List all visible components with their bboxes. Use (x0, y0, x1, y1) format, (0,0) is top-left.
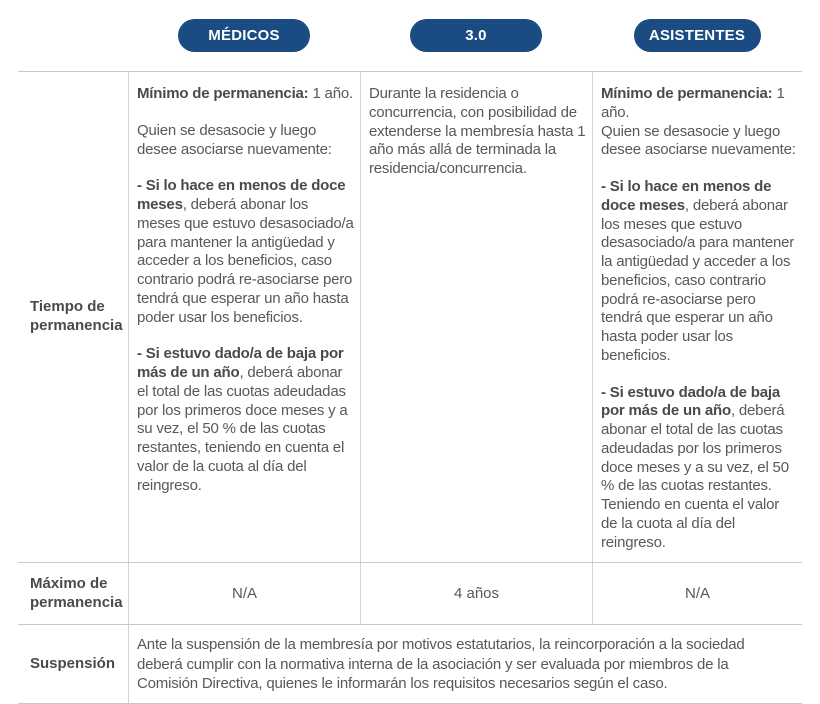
paragraph (137, 345, 354, 495)
paragraph (601, 178, 796, 366)
regular-text: Ante la suspensión de la membresía por motivos estatutarios, la reincorporación a la sociedad deberá cumplir con la normativa interna de la asociación y ser evaluada por miembros de la Comisión Directiva, quienes le informarán los requisitos necesarios según el caso. (137, 636, 745, 692)
regular-text: Quien se desasocie y luego desee asociarse nuevamente: (601, 122, 796, 159)
row-label-suspension (18, 625, 128, 703)
table-row-tiempo (18, 71, 802, 562)
table-row-suspension (18, 624, 802, 703)
bold-text: - Si lo hace en menos de doce meses (601, 178, 772, 214)
bold-text: - Si lo hace en menos de doce meses (137, 177, 346, 213)
cell-maximo-medicos: N/A (128, 563, 360, 624)
cell-maximo-asistentes: N/A (592, 563, 802, 624)
paragraph (137, 122, 354, 160)
cell-maximo-3-0: 4 años (360, 563, 592, 624)
regular-text: 1 año. (601, 85, 785, 121)
regular-text: Quien se desasocie y luego desee asociarse nuevamente: (137, 121, 332, 158)
paragraph (601, 123, 796, 161)
row-label-maximo (18, 563, 128, 624)
membership-table (18, 71, 802, 704)
row-label-text: Tiempo de permanencia (30, 298, 123, 335)
paragraph (601, 85, 796, 123)
table-header (18, 0, 802, 71)
bold-text: - Si estuvo dado/a de baja por más de un año (137, 345, 344, 381)
bold-text: - Si estuvo dado/a de baja por más de un año (601, 383, 781, 420)
regular-text: 1 año. (308, 85, 353, 102)
regular-text: Durante la residencia o concurrencia, con posibilidad de extenderse la membresía hasta 1 año más allá de terminada la residencia/concurrencia. (369, 85, 586, 177)
regular-text: , deberá abonar los meses que estuvo desasociado/a para mantener la antigüedad y acceder a los beneficios, caso contrario podrá re-asociarse pero tendrá que esperar un año hasta poder usar los beneficios. (137, 196, 354, 326)
row-label-text: Máximo de permanencia (30, 575, 123, 611)
tab-asistentes[interactable]: ASISTENTES (634, 19, 761, 52)
cell-tiempo-3-0 (360, 72, 592, 562)
paragraph (137, 177, 354, 327)
paragraph (369, 85, 586, 179)
header-col-3-0 (360, 19, 592, 52)
tab-medicos[interactable]: MÉDICOS (178, 19, 310, 52)
header-col-medicos (128, 19, 360, 52)
row-label-tiempo (18, 72, 128, 562)
table-row-maximo (18, 562, 802, 624)
regular-text: , deberá abonar el total de las cuotas adeudadas por los primeros doce meses y a su vez, el 50 % de las cuotas restantes. Teniendo en cuenta el valor de la cuota al día del reingreso. (601, 402, 789, 551)
bold-text: Mínimo de permanencia: (601, 85, 773, 102)
regular-text: , deberá abonar el total de las cuotas adeudadas por los primeros doce meses y a su vez, el 50 % de las cuotas restantes, teniendo en cuenta el valor de la cuota al día del reingreso. (137, 364, 348, 494)
cell-suspension-merged (128, 625, 802, 703)
header-col-asistentes (592, 19, 802, 52)
bold-text: Mínimo de permanencia: (137, 85, 309, 102)
row-label-text: Suspensión (30, 654, 116, 672)
regular-text: , deberá abonar los meses que estuvo desasociado/a para mantener la antigüedad y acceder a los beneficios, caso contrario podrá re-asociarse pero tendrá que esperar un año hasta poder usar los beneficios. (601, 196, 795, 364)
paragraph (137, 85, 354, 104)
tab-3-0[interactable]: 3.0 (410, 19, 542, 52)
paragraph (601, 384, 796, 553)
cell-tiempo-medicos (128, 72, 360, 562)
cell-tiempo-asistentes (592, 72, 802, 562)
